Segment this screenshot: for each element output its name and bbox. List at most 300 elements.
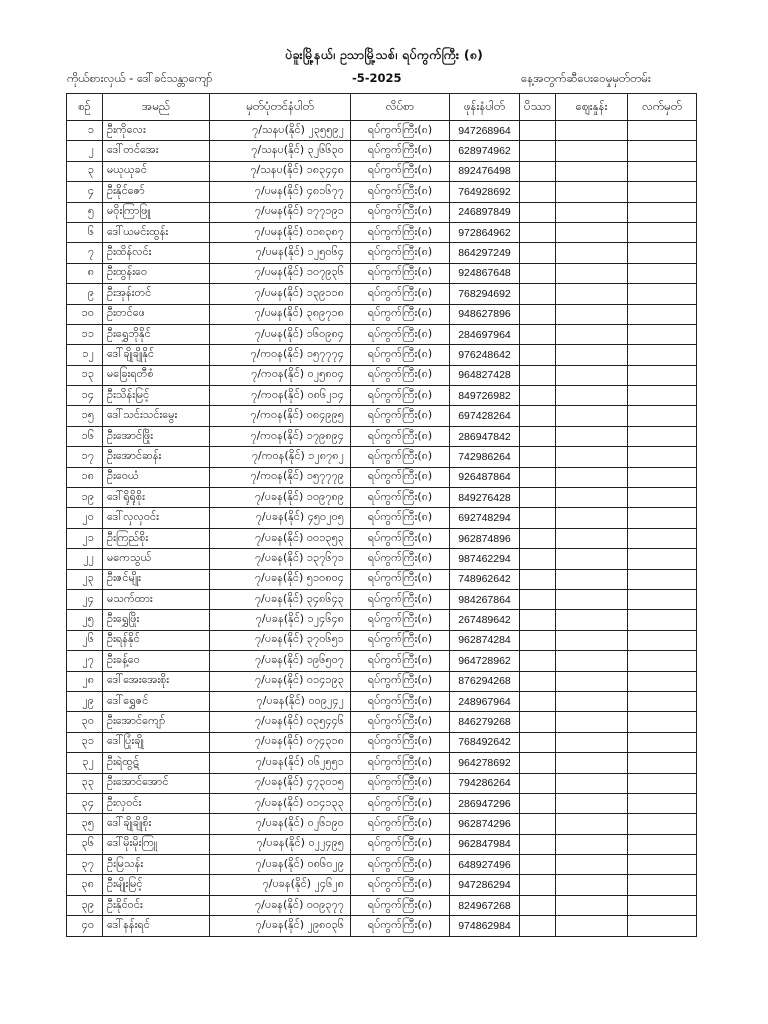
cell-viss [520, 386, 556, 406]
cell-no: ၂၃ [67, 569, 103, 589]
cell-address: ရပ်ကွက်ကြီး(၈) [351, 589, 450, 609]
cell-viss [520, 141, 556, 161]
cell-price [556, 528, 628, 548]
cell-price [556, 222, 628, 242]
cell-phone: 976248642 [450, 345, 520, 365]
cell-signature [628, 304, 697, 324]
table-row [67, 528, 697, 548]
cell-price [556, 202, 628, 222]
cell-signature [628, 121, 697, 141]
cell-no: ၃၀ [67, 712, 103, 732]
cell-nrc: ၇/ပခန(နိုင်) ၅၁၀၈၀၄ [210, 569, 351, 589]
cell-nrc: ၇/ပခန(နိုင်) ၃၄၈၆၄၃ [210, 589, 351, 609]
cell-address: ရပ်ကွက်ကြီး(၈) [351, 834, 450, 854]
cell-address: ရပ်ကွက်ကြီး(၈) [351, 712, 450, 732]
cell-price [556, 447, 628, 467]
cell-no: ၂၀ [67, 508, 103, 528]
cell-price [556, 243, 628, 263]
cell-signature [628, 855, 697, 875]
table-row [67, 345, 697, 365]
cell-address: ရပ်ကွက်ကြီး(၈) [351, 121, 450, 141]
table-row [67, 549, 697, 569]
cell-price [556, 773, 628, 793]
table-row [67, 386, 697, 406]
table-row [67, 467, 697, 487]
cell-no: ၁၄ [67, 386, 103, 406]
cell-viss [520, 528, 556, 548]
cell-phone: 964827428 [450, 365, 520, 385]
cell-no: ၁၁ [67, 324, 103, 344]
cell-nrc: ၇/ကဝန(နိုင်) ၁၂၈၇၈၂ [210, 447, 351, 467]
cell-phone: 964728962 [450, 651, 520, 671]
cell-address: ရပ်ကွက်ကြီး(၈) [351, 141, 450, 161]
table-row [67, 732, 697, 752]
cell-signature [628, 345, 697, 365]
cell-name: ဒေါ်ချိုချိုစိုး [103, 814, 210, 834]
cell-price [556, 916, 628, 936]
cell-phone: 962874896 [450, 528, 520, 548]
cell-viss [520, 406, 556, 426]
cell-nrc: ၇/သနပ(နိုင်) ၁၈၃၄၄၈ [210, 161, 351, 181]
cell-viss [520, 569, 556, 589]
cell-signature [628, 365, 697, 385]
cell-nrc: ၇/ကဝန(နိုင်) ၁၇၉၈၉၄ [210, 426, 351, 446]
cell-signature [628, 651, 697, 671]
cell-address: ရပ်ကွက်ကြီး(၈) [351, 345, 450, 365]
cell-address: ရပ်ကွက်ကြီး(၈) [351, 304, 450, 324]
cell-nrc: ၇/ကဝန(နိုင်) ၀၈၆၂၁၄ [210, 386, 351, 406]
cell-nrc: ၇/ကဝန(နိုင်) ၁၅၇၇၇၄ [210, 345, 351, 365]
table-row [67, 916, 697, 936]
cell-phone: 768294692 [450, 284, 520, 304]
table-row [67, 406, 697, 426]
cell-nrc: ၇/ပခန(နိုင်) ၁၃၇၆၇၁ [210, 549, 351, 569]
cell-price [556, 732, 628, 752]
cell-signature [628, 467, 697, 487]
cell-no: ၆ [67, 222, 103, 242]
cell-address: ရပ်ကွက်ကြီး(၈) [351, 426, 450, 446]
date-label: -5-2025 [352, 71, 402, 85]
cell-address: ရပ်ကွက်ကြီး(၈) [351, 386, 450, 406]
table-row [67, 773, 697, 793]
cell-address: ရပ်ကွက်ကြီး(၈) [351, 467, 450, 487]
table-row [67, 243, 697, 263]
cell-address: ရပ်ကွက်ကြီး(၈) [351, 814, 450, 834]
cell-viss [520, 691, 556, 711]
cell-viss [520, 916, 556, 936]
cell-signature [628, 263, 697, 283]
cell-no: ၁၆ [67, 426, 103, 446]
cell-phone: 962847984 [450, 834, 520, 854]
cell-phone: 984267864 [450, 589, 520, 609]
cell-signature [628, 508, 697, 528]
cell-phone: 267489642 [450, 610, 520, 630]
cell-name: ဒေါ်ရွှေဇင် [103, 691, 210, 711]
cell-price [556, 263, 628, 283]
cell-signature [628, 426, 697, 446]
cell-no: ၃၃ [67, 773, 103, 793]
cell-nrc: ၇/ပခန(နိုင်) ၀၀၉၂၄၂ [210, 691, 351, 711]
cell-no: ၂၇ [67, 651, 103, 671]
cell-name: မဝိုးကြာဖြူ [103, 202, 210, 222]
cell-address: ရပ်ကွက်ကြီး(၈) [351, 324, 450, 344]
cell-signature [628, 406, 697, 426]
cell-name: ဒေါ်ပြုံးချို [103, 732, 210, 752]
cell-no: ၃၉ [67, 895, 103, 915]
cell-price [556, 793, 628, 813]
cell-no: ၁၇ [67, 447, 103, 467]
cell-signature [628, 732, 697, 752]
cell-address: ရပ်ကွက်ကြီး(၈) [351, 284, 450, 304]
table-row [67, 589, 697, 609]
cell-signature [628, 243, 697, 263]
cell-name: ဦးခန့်ဝေ [103, 651, 210, 671]
cell-no: ၁ [67, 121, 103, 141]
cell-viss [520, 671, 556, 691]
cell-price [556, 365, 628, 385]
table-row [67, 569, 697, 589]
cell-nrc: ၇/ပမန(နိုင်) ၁၂၅၀၆၄ [210, 243, 351, 263]
cell-signature [628, 202, 697, 222]
cell-no: ၂၅ [67, 610, 103, 630]
cell-signature [628, 324, 697, 344]
cell-price [556, 691, 628, 711]
cell-viss [520, 834, 556, 854]
cell-price [556, 895, 628, 915]
cell-viss [520, 508, 556, 528]
cell-signature [628, 222, 697, 242]
cell-no: ၃၅ [67, 814, 103, 834]
cell-viss [520, 651, 556, 671]
cell-phone: 286947296 [450, 793, 520, 813]
cell-nrc: ၇/ကဝန(နိုင်) ၁၅၇၇၇၉ [210, 467, 351, 487]
cell-name: ဦးထိန်လင်း [103, 243, 210, 263]
cell-address: ရပ်ကွက်ကြီး(၈) [351, 549, 450, 569]
cell-no: ၅ [67, 202, 103, 222]
cell-price [556, 284, 628, 304]
cell-no: ၇ [67, 243, 103, 263]
cell-price [556, 814, 628, 834]
cell-no: ၂၄ [67, 589, 103, 609]
cell-phone: 794286264 [450, 773, 520, 793]
table-row [67, 651, 697, 671]
cell-nrc: ၇/ပမန(နိုင်) ၁၃၉၁၁၈ [210, 284, 351, 304]
cell-signature [628, 549, 697, 569]
cell-nrc: ၇/ပခန(နိုင်) ၃၇၀၆၅၁ [210, 630, 351, 650]
cell-address: ရပ်ကွက်ကြီး(၈) [351, 569, 450, 589]
header-no: စဉ် [67, 94, 103, 121]
cell-no: ၁၉ [67, 488, 103, 508]
cell-name: မခြေးရတီစံ [103, 365, 210, 385]
cell-name: ဦးဝေယံ [103, 467, 210, 487]
cell-address: ရပ်ကွက်ကြီး(၈) [351, 793, 450, 813]
cell-price [556, 875, 628, 895]
cell-price [556, 324, 628, 344]
cell-nrc: ၇/ပခန(နိုင်) ၂၉၈၀၃၆ [210, 916, 351, 936]
table-row [67, 426, 697, 446]
cell-name: ဦးမြသန်း [103, 855, 210, 875]
distribution-table [66, 93, 697, 937]
table-row [67, 222, 697, 242]
table-row [67, 447, 697, 467]
cell-name: ဦးရွှေဘိုနိုင် [103, 324, 210, 344]
cell-price [556, 508, 628, 528]
header-nrc: မှတ်ပုံတင်နံပါတ် [210, 94, 351, 121]
cell-phone: 849276428 [450, 488, 520, 508]
cell-viss [520, 222, 556, 242]
cell-name: ဒေါ်ရိုရိုစိုး [103, 488, 210, 508]
cell-price [556, 406, 628, 426]
cell-phone: 962874296 [450, 814, 520, 834]
cell-nrc: ၇/ပခန(နိုင်) ၀၀၁၃၅၃ [210, 528, 351, 548]
cell-price [556, 467, 628, 487]
cell-phone: 628974962 [450, 141, 520, 161]
cell-address: ရပ်ကွက်ကြီး(၈) [351, 508, 450, 528]
cell-phone: 987462294 [450, 549, 520, 569]
cell-no: ၄၀ [67, 916, 103, 936]
cell-viss [520, 243, 556, 263]
cell-phone: 248967964 [450, 691, 520, 711]
cell-name: ဦးရဲထွဋ် [103, 753, 210, 773]
cell-viss [520, 488, 556, 508]
cell-name: ဦးဇင်မျိုး [103, 569, 210, 589]
cell-price [556, 569, 628, 589]
cell-name: ဒေါ်ယမင်းထွန်း [103, 222, 210, 242]
cell-viss [520, 610, 556, 630]
cell-price [556, 589, 628, 609]
cell-name: ဦးအောင်ကျော် [103, 712, 210, 732]
cell-nrc: ၇/ပခန(နိုင်) ၀၈၆၀၂၉ [210, 855, 351, 875]
cell-name: ဒေါ်မိုးမိုးကြူ [103, 834, 210, 854]
table-row [67, 263, 697, 283]
cell-nrc: ၇/ပခန(နိုင်) ၀၇၄၃၁၈ [210, 732, 351, 752]
cell-address: ရပ်ကွက်ကြီး(၈) [351, 691, 450, 711]
cell-address: ရပ်ကွက်ကြီး(၈) [351, 263, 450, 283]
header-phone: ဖုန်းနံပါတ် [450, 94, 520, 121]
cell-address: ရပ်ကွက်ကြီး(၈) [351, 671, 450, 691]
cell-phone: 964278692 [450, 753, 520, 773]
cell-name: ဦးအောင်အောင် [103, 773, 210, 793]
cell-nrc: ၇/ပခန(နိုင်) ၀၃၅၄၄၆ [210, 712, 351, 732]
cell-viss [520, 855, 556, 875]
header-name: အမည် [103, 94, 210, 121]
cell-name: ဒေါ်နန်းရင် [103, 916, 210, 936]
cell-viss [520, 712, 556, 732]
cell-nrc: ၇/ပခန(နိုင်) ၀၆၂၅၅၁ [210, 753, 351, 773]
cell-signature [628, 284, 697, 304]
cell-viss [520, 263, 556, 283]
table-row [67, 875, 697, 895]
cell-address: ရပ်ကွက်ကြီး(၈) [351, 222, 450, 242]
cell-address: ရပ်ကွက်ကြီး(၈) [351, 855, 450, 875]
cell-address: ရပ်ကွက်ကြီး(၈) [351, 773, 450, 793]
cell-phone: 697428264 [450, 406, 520, 426]
cell-nrc: ၇/ပခန(နိုင်) ၀၀၉၃၇၇ [210, 895, 351, 915]
cell-no: ၁၃ [67, 365, 103, 385]
cell-name: ဦးအုန်းတင် [103, 284, 210, 304]
cell-phone: 824967268 [450, 895, 520, 915]
cell-address: ရပ်ကွက်ကြီး(၈) [351, 406, 450, 426]
cell-viss [520, 202, 556, 222]
cell-phone: 947268964 [450, 121, 520, 141]
cell-signature [628, 447, 697, 467]
cell-signature [628, 161, 697, 181]
cell-phone: 876294268 [450, 671, 520, 691]
cell-nrc: ၇/ကဝန(နိုင်) ၀၂၅၈၀၄ [210, 365, 351, 385]
table-row [67, 202, 697, 222]
table-row [67, 671, 697, 691]
cell-price [556, 182, 628, 202]
cell-price [556, 834, 628, 854]
table-row [67, 691, 697, 711]
cell-phone: 748962642 [450, 569, 520, 589]
cell-no: ၃၂ [67, 753, 103, 773]
table-row [67, 365, 697, 385]
table-row [67, 121, 697, 141]
cell-nrc: ၇/ကဝန(နိုင်) ၀၈၄၉၉၅ [210, 406, 351, 426]
cell-phone: 286947842 [450, 426, 520, 446]
cell-no: ၃၈ [67, 875, 103, 895]
cell-phone: 947286294 [450, 875, 520, 895]
cell-nrc: ၇/ပခန(နိုင်) ၁၂၄၆၄၈ [210, 610, 351, 630]
cell-nrc: ၇/ပမန(နိုင်) ၁၀၇၉၃၆ [210, 263, 351, 283]
cell-no: ၈ [67, 263, 103, 283]
cell-address: ရပ်ကွက်ကြီး(၈) [351, 610, 450, 630]
cell-signature [628, 875, 697, 895]
cell-signature [628, 895, 697, 915]
cell-nrc: ၇/ပခန(နိုင်) ၀၂၂၄၉၅ [210, 834, 351, 854]
cell-viss [520, 345, 556, 365]
cell-price [556, 121, 628, 141]
cell-phone: 948627896 [450, 304, 520, 324]
document-title: ပဲခူးမြို့နယ်၊ ဥသာမြို့သစ်၊ ရပ်ကွက်ကြီး (၈) [284, 47, 483, 62]
table-row [67, 712, 697, 732]
cell-price [556, 753, 628, 773]
cell-viss [520, 161, 556, 181]
cell-no: ၁၈ [67, 467, 103, 487]
cell-signature [628, 773, 697, 793]
cell-no: ၂၂ [67, 549, 103, 569]
table-header-row [67, 94, 697, 121]
cell-nrc: ၇/ပခန(နိုင်) ၁၀၉၇၈၉ [210, 488, 351, 508]
cell-name: ဦးမျိုးမြင့် [103, 875, 210, 895]
cell-viss [520, 447, 556, 467]
cell-phone: 768492642 [450, 732, 520, 752]
cell-price [556, 630, 628, 650]
cell-phone: 692748294 [450, 508, 520, 528]
table-row [67, 182, 697, 202]
cell-signature [628, 753, 697, 773]
cell-no: ၉ [67, 284, 103, 304]
cell-no: ၃ [67, 161, 103, 181]
cell-address: ရပ်ကွက်ကြီး(၈) [351, 630, 450, 650]
cell-nrc: ၇/ပမန(နိုင်) ၃၈၉၇၁၈ [210, 304, 351, 324]
cell-address: ရပ်ကွက်ကြီး(၈) [351, 202, 450, 222]
cell-signature [628, 793, 697, 813]
cell-address: ရပ်ကွက်ကြီး(၈) [351, 875, 450, 895]
cell-name: ဒေါ်တင်အေး [103, 141, 210, 161]
cell-signature [628, 691, 697, 711]
cell-phone: 864297249 [450, 243, 520, 263]
cell-no: ၂၉ [67, 691, 103, 711]
cell-name: ဦးကိုလေး [103, 121, 210, 141]
cell-phone: 972864962 [450, 222, 520, 242]
cell-name: မယုယုခင် [103, 161, 210, 181]
cell-nrc: ၇/ပခန(နိုင်) ၀၁၄၁၃၃ [210, 793, 351, 813]
cell-name: မကေသွယ် [103, 549, 210, 569]
cell-signature [628, 712, 697, 732]
cell-name: ဦးကြည်စိုး [103, 528, 210, 548]
cell-viss [520, 753, 556, 773]
cell-nrc: ၇/ပခန(နိုင်) ၀၁၄၁၉၃ [210, 671, 351, 691]
cell-viss [520, 467, 556, 487]
cell-viss [520, 284, 556, 304]
cell-no: ၂၆ [67, 630, 103, 650]
cell-no: ၃၇ [67, 855, 103, 875]
cell-address: ရပ်ကွက်ကြီး(၈) [351, 732, 450, 752]
cell-price [556, 610, 628, 630]
cell-price [556, 549, 628, 569]
cell-name: ဦးတင်ဖေ [103, 304, 210, 324]
cell-address: ရပ်ကွက်ကြီး(၈) [351, 528, 450, 548]
cell-signature [628, 528, 697, 548]
cell-nrc: ၇/ပမန(နိုင်) ၁၆၀၉၈၄ [210, 324, 351, 344]
cell-signature [628, 610, 697, 630]
cell-address: ရပ်ကွက်ကြီး(၈) [351, 651, 450, 671]
cell-no: ၂ [67, 141, 103, 161]
cell-phone: 246897849 [450, 202, 520, 222]
table-row [67, 793, 697, 813]
cell-no: ၃၆ [67, 834, 103, 854]
cell-signature [628, 814, 697, 834]
cell-viss [520, 630, 556, 650]
cell-nrc: ၇/ပခန(နိုင်) ၄၇၃၀၁၅ [210, 773, 351, 793]
cell-nrc: ၇/ပခန(နိုင်) ၁၉၆၅၀၇ [210, 651, 351, 671]
cell-name: ဦးအောင်ဖြိုး [103, 426, 210, 446]
cell-nrc: ၇/ပမန(နိုင်) ၄၈၁၆၇၇ [210, 182, 351, 202]
cell-address: ရပ်ကွက်ကြီး(၈) [351, 895, 450, 915]
cell-address: ရပ်ကွက်ကြီး(၈) [351, 243, 450, 263]
cell-phone: 742986264 [450, 447, 520, 467]
cell-phone: 648927496 [450, 855, 520, 875]
cell-nrc: ၇/သနပ(နိုင်) ၂၃၅၅၉၂ [210, 121, 351, 141]
cell-name: ဦးသိန်းမြင့် [103, 386, 210, 406]
cell-nrc: ၇/ပခန(နိုင်) ၄၅၀၂၀၅ [210, 508, 351, 528]
table-row [67, 488, 697, 508]
cell-price [556, 651, 628, 671]
cell-nrc: ၇/ပမန(နိုင်) ၀၁၈၃၈၇ [210, 222, 351, 242]
table-row [67, 324, 697, 344]
cell-address: ရပ်ကွက်ကြီး(၈) [351, 753, 450, 773]
cell-no: ၃၄ [67, 793, 103, 813]
cell-name: ဦးလှဝင်း [103, 793, 210, 813]
table-row [67, 630, 697, 650]
cell-phone: 849726982 [450, 386, 520, 406]
cell-phone: 924867648 [450, 263, 520, 283]
cell-phone: 962874284 [450, 630, 520, 650]
cell-signature [628, 386, 697, 406]
table-row [67, 508, 697, 528]
cell-no: ၁၂ [67, 345, 103, 365]
cell-name: ဦးရန်နိုင် [103, 630, 210, 650]
cell-phone: 284697964 [450, 324, 520, 344]
cell-name: ဦးထွန်းဝေ [103, 263, 210, 283]
cell-viss [520, 589, 556, 609]
cell-phone: 892476498 [450, 161, 520, 181]
cell-viss [520, 793, 556, 813]
header-viss: ပိဿာ [520, 94, 556, 121]
cell-viss [520, 182, 556, 202]
